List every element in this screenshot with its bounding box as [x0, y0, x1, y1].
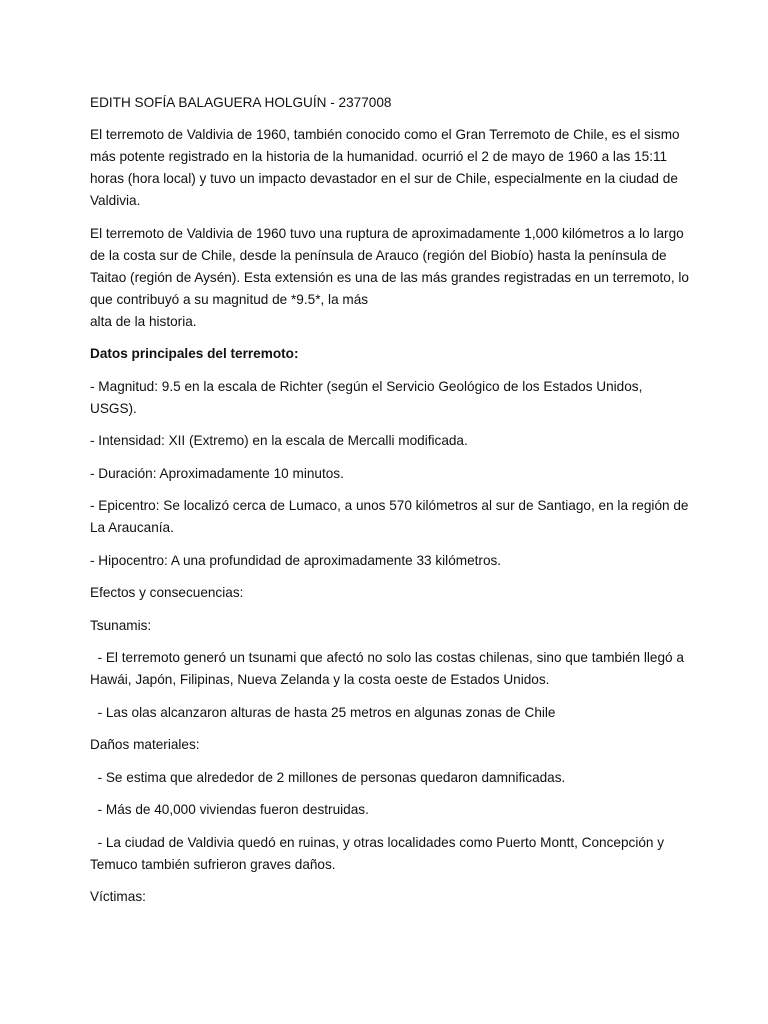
intro-paragraph: El terremoto de Valdivia de 1960, también conocido como el Gran Terremoto de Chile, es el sismo más potente registrado en la historia de la humanidad. ocurrió el 2 de mayo de 1960 a las 15:11 horas (hora local) y tuvo un impacto devastador en el sur de Chile, especialmente en la ciudad de Valdivia.	[90, 127, 680, 208]
tsunami-item-waves: - Las olas alcanzaron alturas de hasta 25 metros en algunas zonas de Chile	[90, 704, 556, 720]
rupture-paragraph	[90, 223, 690, 333]
data-item-intensity: - Intensidad: XII (Extremo) en la escala de Mercalli modificada.	[90, 433, 468, 448]
rupture-paragraph-text: El terremoto de Valdivia de 1960 tuvo una ruptura de aproximadamente 1,000 kilómetros a lo largo de la costa sur de Chile, desde la península de Arauco (región del Biobío) hasta la península de Taitao (región de Aysén). Esta extensión es una de las más grandes registradas en un terremoto, lo que contribuyó a su magnitud de *9.5*, la más	[90, 225, 689, 307]
tsunamis-heading: Tsunamis:	[90, 617, 152, 633]
data-item-epicenter: - Epicentro: Se localizó cerca de Lumaco, a unos 570 kilómetros al sur de Santiago, en la región de La Araucanía.	[90, 498, 689, 535]
damage-item-affected: - Se estima que alrededor de 2 millones de personas quedaron damnificadas.	[90, 769, 566, 785]
main-data-heading: Datos principales del terremoto:	[90, 346, 299, 361]
data-item-hypocenter: - Hipocentro: A una profundidad de aproximadamente 33 kilómetros.	[90, 552, 502, 568]
damage-item-houses: - Más de 40,000 viviendas fueron destruidas.	[90, 802, 369, 817]
data-item-magnitude: - Magnitud: 9.5 en la escala de Richter (según el Servicio Geológico de los Estados Unidos, USGS).	[90, 378, 643, 416]
data-item-duration: - Duración: Aproximadamente 10 minutos.	[90, 465, 344, 481]
effects-heading: Efectos y consecuencias:	[90, 585, 244, 600]
damage-item-cities: - La ciudad de Valdivia quedó en ruinas, y otras localidades como Puerto Montt, Concepción y Temuco también sufrieron graves daños.	[90, 834, 668, 872]
damage-heading: Daños materiales:	[90, 737, 200, 752]
victims-heading: Víctimas:	[90, 889, 146, 904]
document-body	[90, 92, 690, 919]
tsunami-item-reach: - El terremoto generó un tsunami que afectó no solo las costas chilenas, sino que también llegó a Hawái, Japón, Filipinas, Nueva Zelanda y la costa oeste de Estados Unidos.	[90, 650, 688, 687]
rupture-paragraph-end: alta de la historia.	[90, 313, 197, 329]
author-line: EDITH SOFÍA BALAGUERA HOLGUÍN - 2377008	[90, 95, 392, 110]
